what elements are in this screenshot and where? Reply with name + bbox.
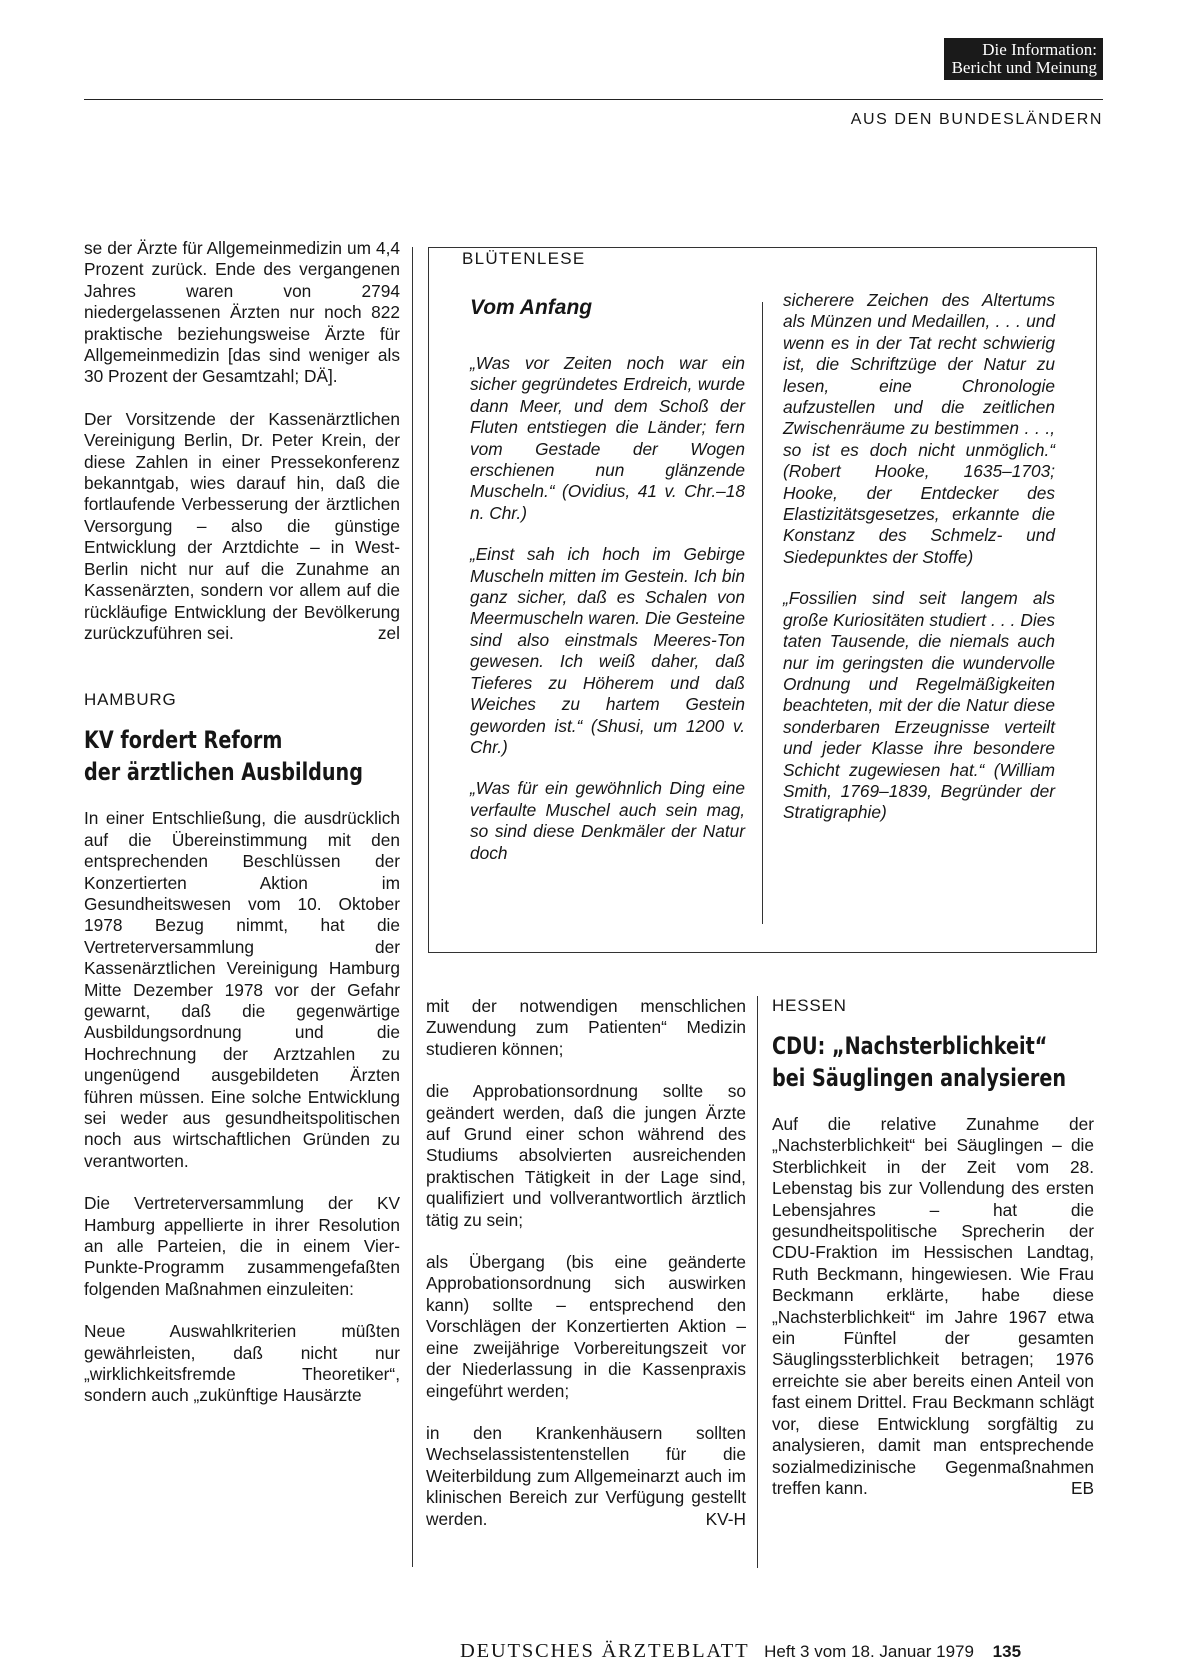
quote-smith: „Fossilien sind seit langem als große Kuriositäten studiert . . . Dies taten Tausende, die niemals auch nur im geringsten die wundervolle Ordnung und Regelmäßigkeiten beachteten, mit der die Natur diese sonderbaren Erzeugnisse verteilt und jeder Klasse ihre besondere Schicht zugewiesen hat.“ (William Smith, 1769–1839, Begründer der Stratigraphie) (783, 588, 1055, 823)
issue-info: Heft 3 vom 18. Januar 1979 (764, 1642, 974, 1661)
continuation-paragraph-1: se der Ärzte für Allgemeinmedizin um 4,4 Prozent zurück. Ende des vergangenen Jahres waren von 2794 niedergelassenen Ärzten nur noch 822 praktische beziehungsweise Ärzte für Allgemeinmedizin [das sind weniger als 30 Prozent der Gesamtzahl; DÄ]. (84, 238, 400, 387)
hessen-headline-line-1: CDU: „Nachsterblichkeit“ (772, 1032, 1048, 1060)
hamburg-headline-line-1: KV fordert Reform (84, 726, 283, 755)
hessen-author: EB (1070, 1477, 1094, 1498)
hamburg-paragraph-2: Die Vertreterversammlung der KV Hamburg appellierte in ihrer Resolution an alle Parteien, die in einem Vier-Punkte-Programm zusammengefaßten folgenden Maßnahmen einzuleiten: (84, 1193, 400, 1299)
measure-2: die Approbationsordnung sollte so geändert werden, daß die jungen Ärzte auf Grund einer schon während des Studiums absolvierten ausreichenden praktischen Tätigkeit in der Lage sind, qualifiziert und vollverantwortlich ärztlich tätig zu sein; (426, 1081, 746, 1230)
section-label: AUS DEN BUNDESLÄNDERN (850, 111, 1103, 128)
continuation-paragraph-2: Der Vorsitzende der Kassenärztlichen Vereinigung Berlin, Dr. Peter Krein, der diese Zahlen in einer Pressekonferenz bekanntgab, wies darauf hin, daß die fortlaufende Verbesserung der ärztlichen Versorgung – also die günstige Entwicklung der Arztdichte – in West-Berlin nicht nur auf die Zunahme an Kassenärzten, sondern vor allem auf die rückläufige Entwicklung der Bevölkerung zurückzuführen sei. zel (84, 408, 400, 643)
badge-line-2: Bericht und Meinung (951, 58, 1097, 77)
continuation-author: zel (377, 622, 400, 643)
bluetenlese-label: BLÜTENLESE (458, 249, 590, 269)
hessen-label: HESSEN (772, 996, 847, 1015)
measure-3: als Übergang (bis eine geänderte Approbationsordnung sich auswirken kann) sollte – entsprechend den Vorschlägen der Konzertierten Aktion – eine zweijährige Vorbereitungszeit vor der Niederlassung in die Kassenpraxis eingeführt werden; (426, 1252, 746, 1401)
quote-ovidius: „Was vor Zeiten noch war ein sicher gegründetes Erdreich, wurde dann Meer, und dem Schoß der Fluten entstiegen die Länder; fern vom Gestade der Wogen erschienen nun glänzende Muscheln.“ (Ovidius, 41 v. Chr.–18 n. Chr.) (470, 353, 745, 523)
hamburg-label: HAMBURG (84, 690, 177, 710)
middle-author: KV-H (705, 1508, 746, 1529)
section-badge (944, 38, 1103, 80)
measure-1: mit der notwendigen menschlichen Zuwendung zum Patienten“ Medizin studieren können; (426, 996, 746, 1059)
badge-line-1: Die Information: (982, 40, 1097, 59)
quote-hooke-end: sicherere Zeichen des Altertums als Münzen und Medaillen, . . . und wenn es in der Tat recht schwierig ist, die Schriftzüge der Natur zu lesen, eine Chronologie aufzustellen und die zeitlichen Zwischenräume zu bestimmen . . ., so ist es doch nicht unmöglich.“ (Robert Hooke, 1635–1703; Hooke, der Entdecker des Elastizitätsgesetzes, erkannte die Konstanz des Schmelz- und Siedepunktes der Stoffe) (783, 290, 1055, 567)
hessen-headline (772, 1030, 1067, 1094)
left-column (84, 238, 400, 1407)
quote-hooke-start: „Was für ein gewöhnlich Ding eine verfaulte Muschel auch sein mag, so sind diese Denkmäler der Natur doch (470, 778, 745, 863)
quote-shusi: „Einst sah ich hoch im Gebirge Muscheln mitten im Gestein. Ich bin ganz sicher, daß es Schalen von Meermuscheln waren. Die Gesteine sind also einstmals Meeres-Ton gewesen. Ich weiß daher, daß Tieferes zu Höherem und daß Weiches zu hartem Gestein geworden ist.“ (Shusi, um 1200 v. Chr.) (470, 544, 745, 757)
right-column (772, 996, 1094, 1499)
box-column-divider (762, 302, 763, 924)
header-rule (84, 99, 1103, 100)
bluetenlese-title: Vom Anfang (470, 296, 593, 319)
hamburg-paragraph-1: In einer Entschließung, die ausdrücklich auf die Übereinstimmung mit den entsprechenden Beschlüssen der Konzertierten Aktion im Gesundheitswesen vom 10. Oktober 1978 Bezug nimmt, hat die Vertreterversammlung der Kassenärztlichen Vereinigung Hamburg Mitte Dezember 1978 vor der Gefahr gewarnt, daß die gegenwärtige Ausbildungsordnung und die Hochrechnung der Arztzahlen zu ungenügend ausgebildeten Ärzten führen müssen. Eine solche Entwicklung sei weder aus gesundheitspolitischen noch aus wirtschaftlichen Gründen zu verantworten. (84, 808, 400, 1171)
hessen-paragraph: Auf die relative Zunahme der „Nachsterblichkeit“ bei Säuglingen – die Sterblichkeit in der Zeit vom 28. Lebenstag bis zur Vollendung des ersten Lebensjahres – hat die gesundheitspolitische Sprecherin der CDU-Fraktion im Hessischen Landtag, Ruth Beckmann, hingewiesen. Wie Frau Beckmann erklärte, habe diese „Nachsterblichkeit“ im Jahre 1967 etwa ein Fünftel der gesamten Säuglingssterblichkeit betragen; 1976 erreichte sie aber bereits einen Anteil von fast einem Drittel. Frau Beckmann schlägt vor, diese Entwicklung sorgfältig zu analysieren, damit man entsprechende sozialmedizinische Gegenmaßnahmen treffen kann. EB (772, 1114, 1094, 1498)
hamburg-headline-line-2: der ärztlichen Ausbildung (84, 758, 363, 787)
middle-column (426, 996, 746, 1530)
column-divider-left (412, 247, 413, 1567)
column-divider-right (757, 996, 758, 1568)
measure-4: in den Krankenhäusern sollten Wechselassistentenstellen für die Weiterbildung zum Allgemeinarzt auch im klinischen Bereich zur Verfügung gestellt werden. KV-H (426, 1422, 746, 1529)
bluetenlese-column-2 (783, 290, 1055, 824)
hamburg-paragraph-3: Neue Auswahlkriterien müßten gewährleisten, daß nicht nur „wirklichkeitsfremde Theoretiker“, sondern auch „zukünftige Hausärzte (84, 1321, 400, 1406)
hessen-headline-line-2: bei Säuglingen analysieren (772, 1064, 1067, 1092)
journal-name: DEUTSCHES ÄRZTEBLATT (460, 1640, 750, 1662)
hamburg-headline (84, 724, 363, 788)
page-footer (460, 1640, 1021, 1663)
page-number: 135 (992, 1642, 1022, 1661)
bluetenlese-column-1 (470, 353, 745, 864)
